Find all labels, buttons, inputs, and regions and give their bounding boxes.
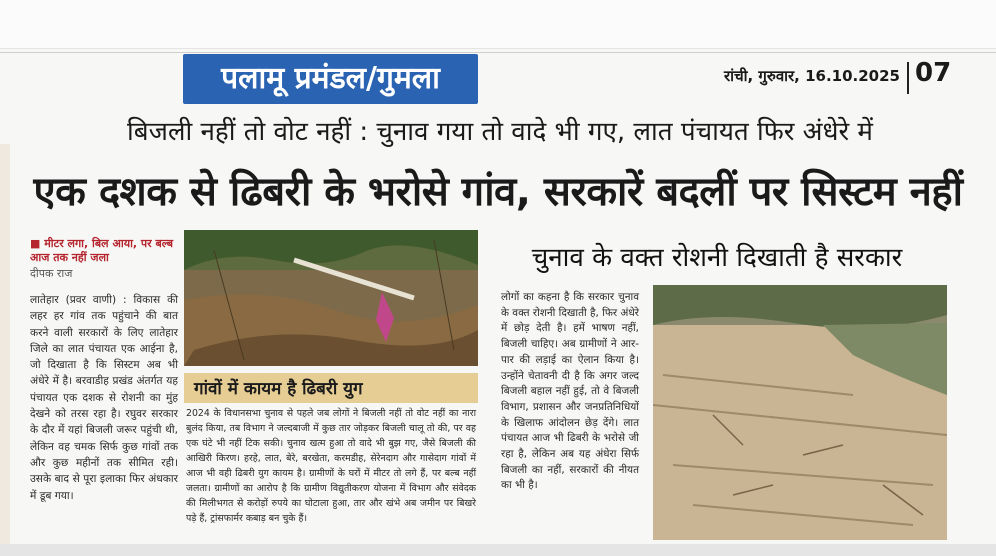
section-banner: पलामू प्रमंडल/गुमला (183, 54, 478, 104)
photo-dry-field (653, 285, 947, 540)
top-margin (0, 0, 996, 49)
secondary-headline: चुनाव के वक्त रोशनी दिखाती है सरकार (531, 243, 903, 273)
bottom-edge (0, 544, 996, 556)
byline: दीपक राज (30, 267, 73, 280)
dateline: रांची, गुरुवार, 16.10.2025 (724, 67, 900, 85)
kicker-headline: बिजली नहीं तो वोट नहीं : चुनाव गया तो वादे भी गए, लात पंचायत फिर अंधेरे में (127, 117, 873, 147)
main-headline: एक दशक से ढिबरी के भरोसे गांव, सरकारें बदलीं पर सिस्टम नहीं (33, 169, 963, 215)
page-divider (907, 62, 909, 94)
highlight-bullet: ■ मीटर लगा, बिल आया, पर बल्ब आज तक नहीं जला (30, 237, 174, 264)
left-edge-strip (0, 144, 10, 544)
header-rule (0, 52, 996, 53)
photo-fallen-pole (184, 230, 478, 366)
article-column-1: लातेहार (प्रवर वाणी) : विकास की लहर हर गांव तक पहुंचाने की बात करने वाली सरकारों के लिए लातेहार जिले का लात पंचायत एक आईना है, जो दिखाता है कि सिस्टम अब भी अंधेरे में है। बरवाडीह प्रखंड अंतर्गत यह पंचायत एक दशक से रोशनी का मुंह देखने को तरस रहा है। रघुवर सरकार के दौर में यहां बिजली जरूर पहुंची थी, लेकिन वह चमक सिर्फ कुछ गांवों तक और कुछ महीनों तक सीमित रही। उसके बाद से पूरा इलाका फिर अंधकार में डूब गया। (30, 294, 178, 502)
page-number: 07 (915, 58, 952, 88)
article-column-3: लोगों का कहना है कि सरकार चुनाव के वक्त रोशनी दिखाती है, फिर अंधेरे में छोड़ देती है। हमें भाषण नहीं, बिजली चाहिए। अब ग्रामीणों ने आर-पार की लड़ाई का ऐलान किया है। उन्होंने चेतावनी दी है कि अगर जल्द बिजली बहाल नहीं हुई, तो वे बिजली विभाग, प्रशासन और जनप्रतिनिधियों के खिलाफ आंदोलन छेड़ देंगे। लात पंचायत आज भी ढिबरी के भरोसे जी रहा है, लेकिन अब यह अंधेरा सिर्फ बिजली का नहीं, सरकारों की नीयत का भी है। (501, 291, 639, 492)
article-column-2: 2024 के विधानसभा चुनाव से पहले जब लोगों ने बिजली नहीं तो वोट नहीं का नारा बुलंद किया, तब विभाग ने जल्दबाजी में कुछ तार जोड़कर बिजली चालू तो की, पर वह एक घंटे भी नहीं टिक सकी। चुनाव खत्म हुआ तो वादे भी बुझ गए, जैसे बिजली की आखिरी किरण। हरहे, लात, बेरे, बरखेता, करमडीह, सेरेनदाग और गासेदाग गांवों में आज भी वही ढिबरी युग कायम है। ग्रामीणों के घरों में मीटर तो लगे हैं, पर बल्ब नहीं जलता। ग्रामीणों का आरोप है कि ग्रामीण विद्युतीकरण योजना में विभाग और संवेदक की मिलीभगत से करोड़ों रुपये का घोटाला हुआ, तार और खंभे अब जमीन पर बिखरे पड़े हैं, ट्रांसफार्मर कबाड़ बन चुके हैं। (186, 408, 476, 524)
subhead: गांवों में कायम है ढिबरी युग (194, 379, 363, 399)
